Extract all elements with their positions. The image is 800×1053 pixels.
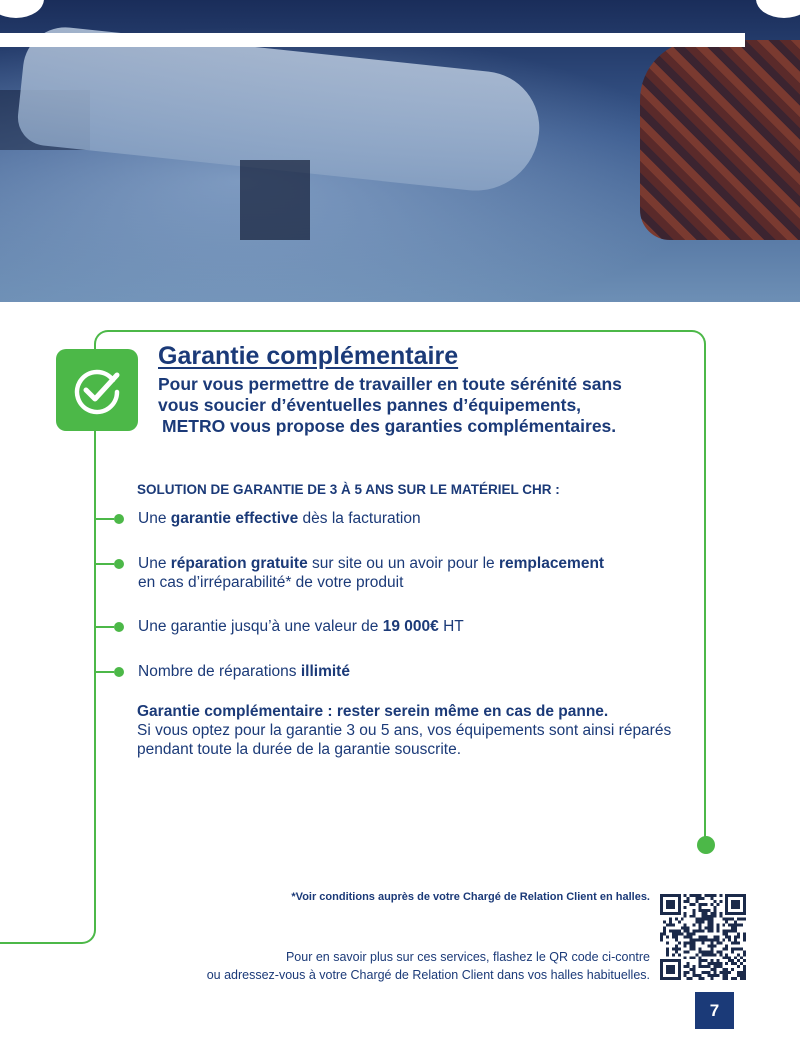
- list-item: Nombre de réparations illimité: [96, 662, 350, 681]
- hero-photo: [0, 0, 800, 302]
- frame-left-line: [94, 780, 96, 930]
- check-circle-icon: [69, 362, 125, 418]
- page-number: 7: [695, 992, 734, 1029]
- frame-bottom-line: [0, 930, 96, 944]
- header-bar: [0, 33, 745, 47]
- bullet-dot: [114, 667, 124, 677]
- warranty-subhead: SOLUTION DE GARANTIE DE 3 À 5 ANS SUR LE MATÉRIEL CHR :: [137, 482, 560, 497]
- frame-end-dot: [697, 836, 715, 854]
- bullet-dot: [114, 514, 124, 524]
- bullet-dot: [114, 622, 124, 632]
- section-intro: Pour vous permettre de travailler en toute sérénité sans vous soucier d’éventuelles pannes d’équipements, METRO vous propose des garanties complémentaires.: [158, 374, 622, 436]
- bullet-dot: [114, 559, 124, 569]
- list-item: Une garantie effective dès la facturation: [96, 509, 421, 528]
- list-item: Une garantie jusqu’à une valeur de 19 000€ HT: [96, 617, 464, 636]
- list-item: Une réparation gratuite sur site ou un avoir pour le remplacement en cas d’irréparabilité* de votre produit: [96, 554, 604, 592]
- qr-instructions: Pour en savoir plus sur ces services, flashez le QR code ci-contre ou adressez-vous à votre Chargé de Relation Client dans vos halles habituelles.: [206, 950, 650, 982]
- closing-paragraph: Garantie complémentaire : rester serein même en cas de panne. Si vous optez pour la garantie 3 ou 5 ans, vos équipements sont ainsi réparés pendant toute la durée de la garantie souscrite.: [137, 703, 672, 758]
- footnote: *Voir conditions auprès de votre Chargé de Relation Client en halles.: [291, 891, 650, 903]
- qr-code[interactable]: [660, 894, 746, 980]
- section-title: Garantie complémentaire: [158, 342, 459, 370]
- check-badge: [56, 349, 138, 431]
